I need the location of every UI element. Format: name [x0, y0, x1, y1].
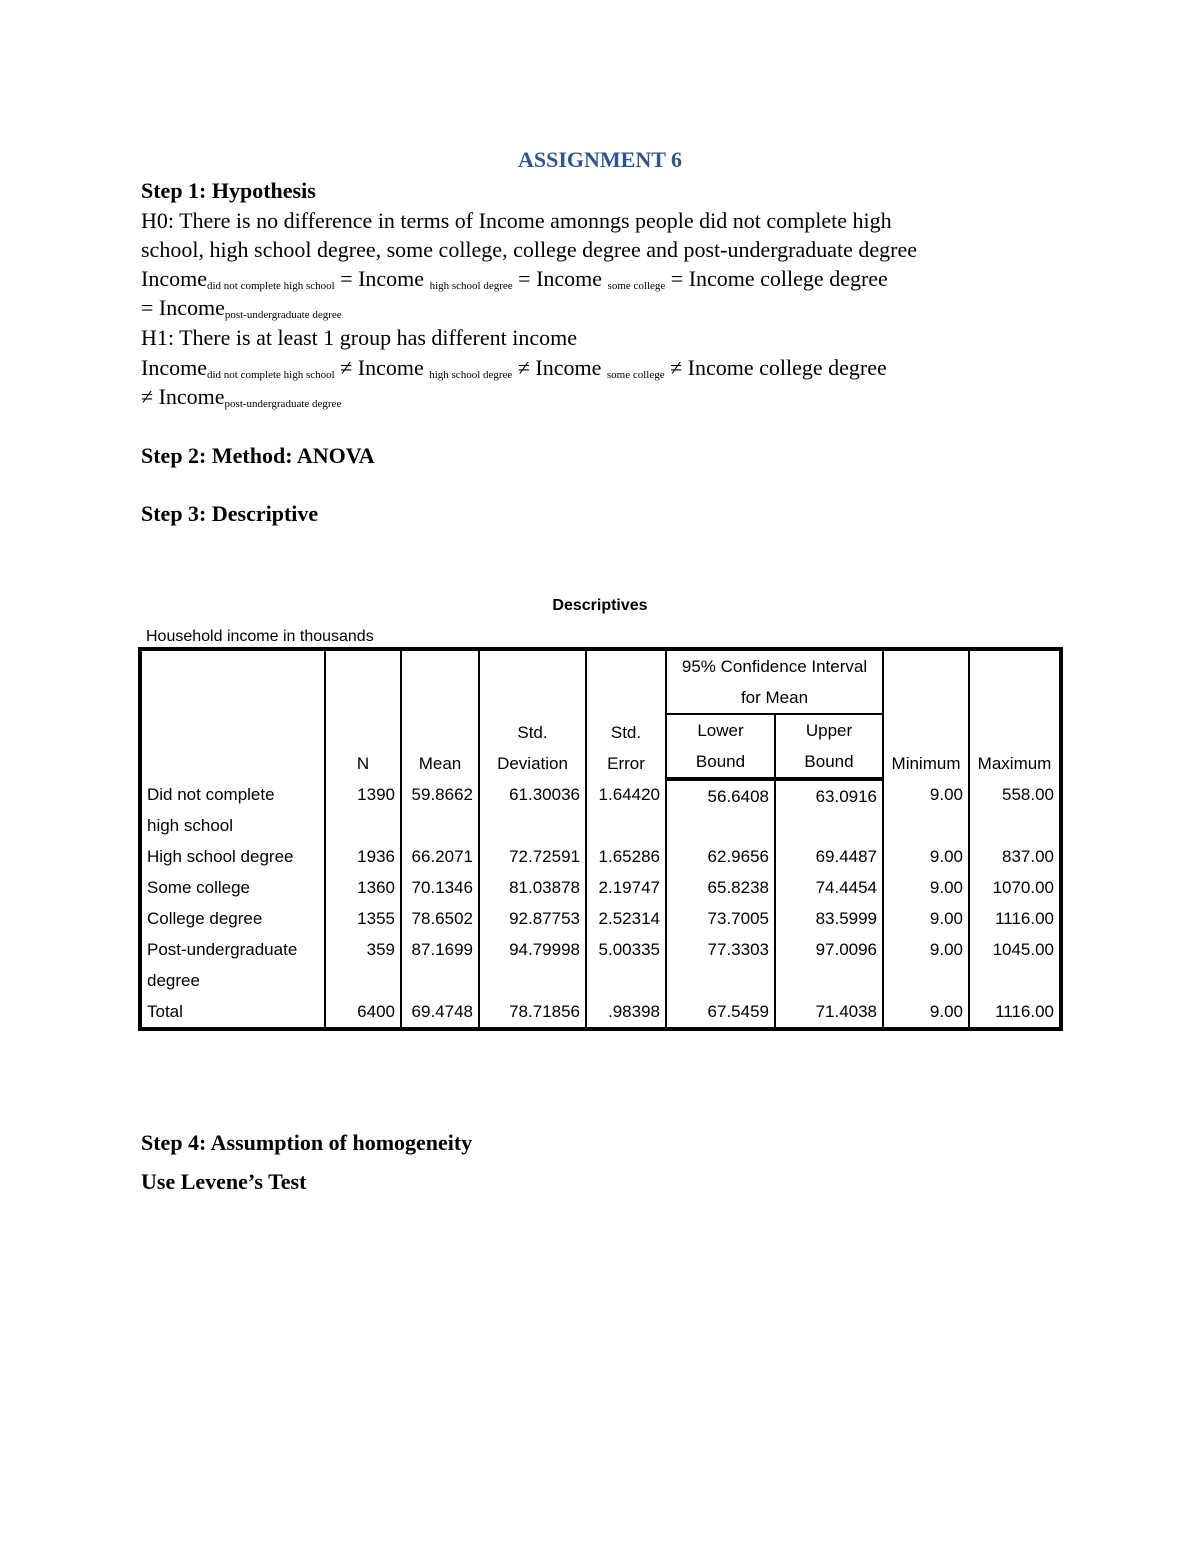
h0-equation-line-1: [141, 266, 888, 292]
header-n: N: [325, 649, 401, 779]
eq-term: Income college degree: [687, 355, 887, 380]
cell-maximum: 837.00: [969, 841, 1061, 872]
cell-n: 1390: [325, 779, 401, 841]
eq-operator: ≠: [340, 355, 353, 380]
cell-mean: 70.1346: [401, 872, 479, 903]
eq-operator: ≠: [670, 355, 683, 380]
cell-upper-bound: 63.0916: [775, 779, 883, 841]
cell-std-deviation: 94.79998: [479, 934, 586, 996]
eq-term: Income: [536, 266, 603, 291]
cell-lower-bound: 77.3303: [666, 934, 775, 996]
cell-minimum: 9.00: [883, 934, 969, 996]
header-minimum: Minimum: [883, 649, 969, 779]
cell-upper-bound: 71.4038: [775, 996, 883, 1029]
eq-subscript: some college: [606, 369, 665, 381]
cell-std-error: .98398: [586, 996, 666, 1029]
cell-lower-bound: 67.5459: [666, 996, 775, 1029]
step3-heading: Step 3: Descriptive: [141, 501, 319, 526]
header-lower-bound: Lower Bound: [666, 714, 775, 779]
table-row: [140, 872, 1061, 903]
cell-upper-bound: 74.4454: [775, 872, 883, 903]
header-upper-bound: Upper Bound: [775, 714, 883, 779]
eq-subscript: post-undergraduate degree: [224, 309, 342, 321]
document-title: ASSIGNMENT 6: [517, 147, 683, 172]
eq-subscript: some college: [607, 280, 666, 292]
cell-std-deviation: 92.87753: [479, 903, 586, 934]
eq-operator: =: [670, 266, 684, 291]
eq-operator: =: [340, 266, 353, 291]
table-row: [140, 779, 1061, 841]
cell-minimum: 9.00: [883, 872, 969, 903]
cell-minimum: 9.00: [883, 996, 969, 1029]
cell-std-error: 5.00335: [586, 934, 666, 996]
row-label: Post-undergraduate degree: [140, 934, 325, 996]
cell-maximum: 1116.00: [969, 903, 1061, 934]
cell-lower-bound: 62.9656: [666, 841, 775, 872]
header-maximum: Maximum: [969, 649, 1061, 779]
step4-heading: Step 4: Assumption of homogeneity: [141, 1130, 473, 1155]
eq-term: Income: [357, 355, 424, 380]
h0-line-2: school, high school degree, some college, college degree and post-undergraduate degree: [141, 237, 918, 262]
eq-subscript: post-undergraduate degree: [224, 398, 342, 410]
cell-std-error: 1.64420: [586, 779, 666, 841]
cell-maximum: 1116.00: [969, 996, 1061, 1029]
header-blank: [140, 649, 325, 779]
header-mean: Mean: [401, 649, 479, 779]
eq-term: Income: [141, 266, 207, 291]
cell-minimum: 9.00: [883, 779, 969, 841]
cell-maximum: 1045.00: [969, 934, 1061, 996]
cell-maximum: 1070.00: [969, 872, 1061, 903]
step1-heading: Step 1: Hypothesis: [141, 178, 316, 203]
descriptives-table: [138, 647, 1063, 1031]
table-row: [140, 841, 1061, 872]
h1-equation-line-1: [141, 355, 887, 381]
table-row: [140, 934, 1061, 996]
cell-n: 1936: [325, 841, 401, 872]
cell-upper-bound: 83.5999: [775, 903, 883, 934]
cell-minimum: 9.00: [883, 841, 969, 872]
levene-line: Use Levene’s Test: [141, 1169, 307, 1194]
eq-operator: =: [141, 295, 154, 320]
header-std-deviation: Std. Deviation: [479, 649, 586, 779]
table-row: [140, 996, 1061, 1029]
cell-lower-bound: 73.7005: [666, 903, 775, 934]
cell-mean: 78.6502: [401, 903, 479, 934]
eq-term: Income: [535, 355, 602, 380]
cell-maximum: 558.00: [969, 779, 1061, 841]
table-row: [140, 903, 1061, 934]
eq-subscript: high school degree: [429, 369, 513, 381]
cell-n: 1360: [325, 872, 401, 903]
header-confidence-interval: 95% Confidence Interval for Mean: [666, 649, 883, 714]
cell-lower-bound: 56.6408: [666, 779, 775, 841]
h1-line: H1: There is at least 1 group has different income: [141, 325, 578, 350]
cell-std-error: 2.19747: [586, 872, 666, 903]
eq-term: Income college degree: [688, 266, 888, 291]
row-label: Some college: [140, 872, 325, 903]
eq-term: Income: [141, 355, 207, 380]
cell-mean: 66.2071: [401, 841, 479, 872]
cell-mean: 69.4748: [401, 996, 479, 1029]
header-std-error: Std. Error: [586, 649, 666, 779]
table-caption: Household income in thousands: [146, 628, 374, 645]
eq-term: Income: [158, 295, 225, 320]
eq-term: Income: [358, 266, 425, 291]
eq-operator: =: [518, 266, 531, 291]
step2-heading: Step 2: Method: ANOVA: [141, 443, 375, 468]
eq-operator: ≠: [517, 355, 530, 380]
cell-minimum: 9.00: [883, 903, 969, 934]
h1-equation-line-2: [141, 384, 341, 410]
cell-mean: 59.8662: [401, 779, 479, 841]
row-label: Total: [140, 996, 325, 1029]
cell-std-deviation: 78.71856: [479, 996, 586, 1029]
cell-std-error: 2.52314: [586, 903, 666, 934]
cell-std-deviation: 72.72591: [479, 841, 586, 872]
eq-subscript: high school degree: [429, 280, 513, 292]
cell-n: 1355: [325, 903, 401, 934]
cell-n: 6400: [325, 996, 401, 1029]
h0-line-1: H0: There is no difference in terms of Income amonngs people did not complete high: [141, 208, 892, 233]
cell-mean: 87.1699: [401, 934, 479, 996]
cell-std-deviation: 61.30036: [479, 779, 586, 841]
cell-std-error: 1.65286: [586, 841, 666, 872]
cell-upper-bound: 97.0096: [775, 934, 883, 996]
h0-equation-line-2: [141, 295, 342, 321]
eq-term: Income: [158, 384, 225, 409]
eq-operator: ≠: [141, 384, 154, 409]
cell-lower-bound: 65.8238: [666, 872, 775, 903]
eq-subscript: did not complete high school: [206, 369, 335, 381]
table-title: Descriptives: [552, 597, 648, 614]
cell-n: 359: [325, 934, 401, 996]
eq-subscript: did not complete high school: [206, 280, 335, 292]
cell-upper-bound: 69.4487: [775, 841, 883, 872]
cell-std-deviation: 81.03878: [479, 872, 586, 903]
row-label: College degree: [140, 903, 325, 934]
row-label: Did not complete high school: [140, 779, 325, 841]
row-label: High school degree: [140, 841, 325, 872]
